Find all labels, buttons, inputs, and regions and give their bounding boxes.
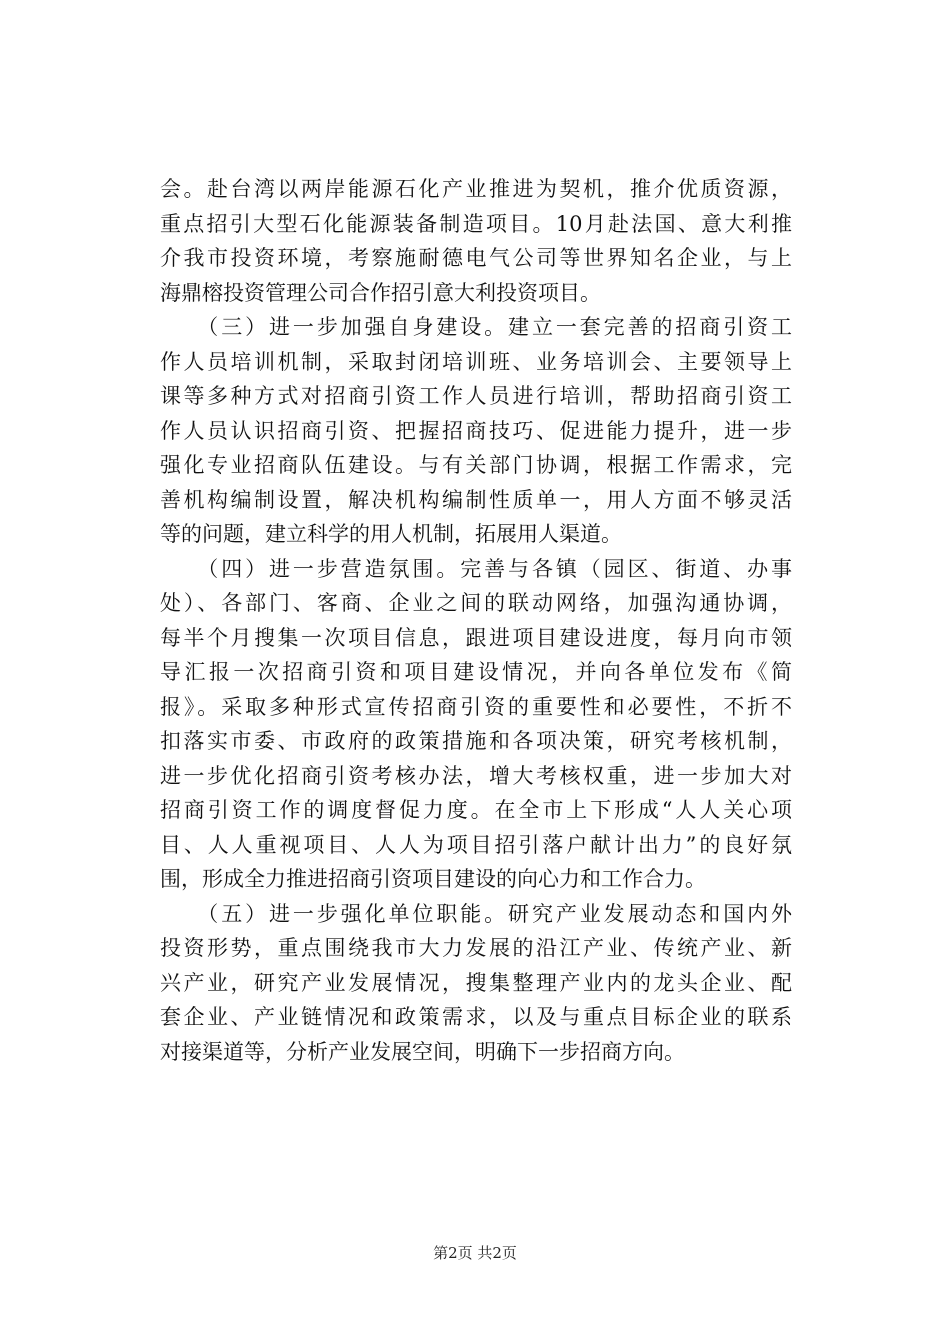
text-line: 招商引资工作的调度督促力度。在全市上下形成“人人关心项 bbox=[160, 798, 792, 822]
page-number-footer: 第2页 共2页 bbox=[433, 1244, 517, 1262]
text-line: 会。赴台湾以两岸能源石化产业推进为契机，推介优质资源， bbox=[160, 177, 792, 201]
text-line: 进一步优化招商引资考核办法，增大考核权重，进一步加大对 bbox=[160, 763, 792, 788]
text-line: 处）、各部门、客商、企业之间的联动网络，加强沟通协调， bbox=[160, 591, 792, 615]
text-line: 对接渠道等，分析产业发展空间，明确下一步招商方向。 bbox=[160, 1039, 685, 1064]
text-line: （三）进一步加强自身建设。建立一套完善的招商引资工 bbox=[160, 315, 792, 339]
text-line: 围，形成全力推进招商引资项目建设的向心力和工作合力。 bbox=[160, 867, 706, 891]
text-line: 作人员认识招商引资、把握招商技巧、促进能力提升，进一步 bbox=[160, 418, 792, 443]
text-line: 目、人人重视项目、人人为项目招引落户献计出力”的良好氛 bbox=[160, 832, 792, 857]
text-line: 重点招引大型石化能源装备制造项目。10月赴法国、意大利推 bbox=[160, 211, 792, 236]
text-line: （四）进一步营造氛围。完善与各镇（园区、街道、办事 bbox=[160, 556, 792, 581]
text-line: 扣落实市委、市政府的政策措施和各项决策，研究考核机制， bbox=[160, 729, 792, 753]
text-line: 套企业、产业链情况和政策需求，以及与重点目标企业的联系 bbox=[160, 1005, 792, 1029]
text-line: 等的问题，建立科学的用人机制，拓展用人渠道。 bbox=[160, 522, 622, 546]
text-line: 每半个月搜集一次项目信息，跟进项目建设进度，每月向市领 bbox=[160, 625, 792, 650]
text-line: 投资形势，重点围绕我市大力发展的沿江产业、传统产业、新 bbox=[160, 936, 792, 960]
text-line: 课等多种方式对招商引资工作人员进行培训，帮助招商引资工 bbox=[160, 384, 792, 408]
text-line: 善机构编制设置，解决机构编制性质单一，用人方面不够灵活 bbox=[160, 487, 792, 512]
text-line: 兴产业，研究产业发展情况，搜集整理产业内的龙头企业、配 bbox=[160, 970, 792, 995]
text-line: 导汇报一次招商引资和项目建设情况，并向各单位发布《简 bbox=[160, 660, 792, 684]
text-line: 介我市投资环境，考察施耐德电气公司等世界知名企业，与上 bbox=[160, 246, 792, 270]
body-text bbox=[160, 172, 792, 1069]
text-line: 报》。采取多种形式宣传招商引资的重要性和必要性，不折不 bbox=[160, 694, 792, 719]
text-line: 海鼎榕投资管理公司合作招引意大利投资项目。 bbox=[160, 280, 601, 305]
text-line: （五）进一步强化单位职能。研究产业发展动态和国内外 bbox=[160, 901, 792, 926]
text-line: 强化专业招商队伍建设。与有关部门协调，根据工作需求，完 bbox=[160, 453, 792, 477]
text-line: 作人员培训机制，采取封闭培训班、业务培训会、主要领导上 bbox=[160, 349, 792, 374]
